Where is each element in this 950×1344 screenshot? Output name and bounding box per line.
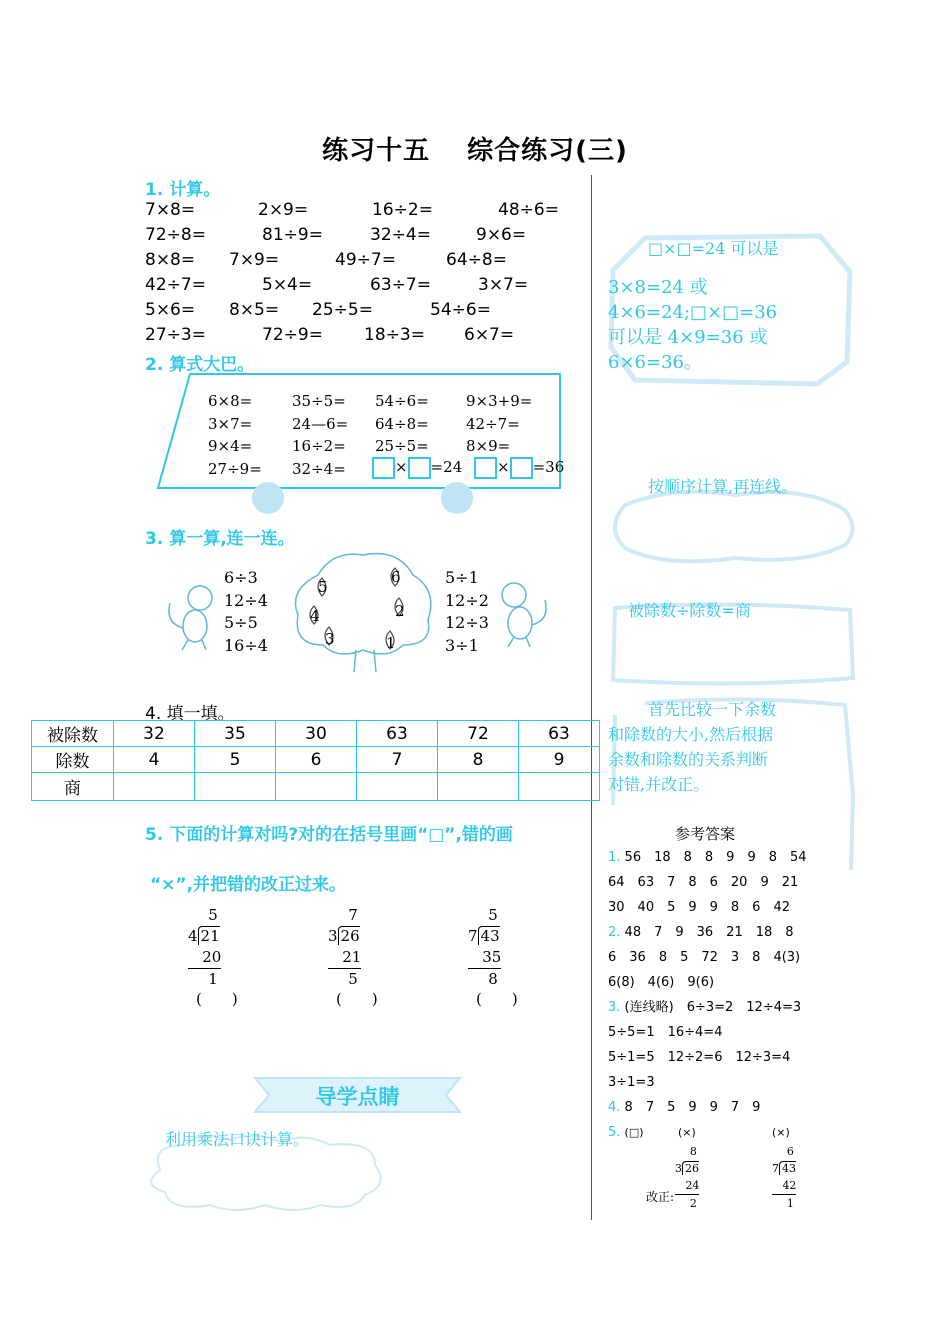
- answer-line-1: [608, 845, 807, 870]
- product: 24: [675, 1177, 699, 1195]
- right-expression[interactable]: 3÷1: [445, 635, 479, 655]
- answer-text: 56 18 8 8 9 9 8 54: [624, 850, 807, 865]
- page-title: 练习十五 综合练习(三): [322, 136, 628, 166]
- q2-heading: 2. 算式大巴。: [145, 355, 255, 375]
- long-division: [328, 905, 361, 990]
- bus-calc-item: 6×8=: [208, 392, 253, 410]
- answer-number: 1.: [608, 850, 621, 865]
- calc-item: 7×8=: [145, 200, 196, 220]
- guide-tip: 利用乘法口诀计算。: [165, 1130, 310, 1149]
- calc-item: 72÷8=: [145, 225, 206, 245]
- blank-box[interactable]: [474, 457, 497, 479]
- row-label: 商: [32, 773, 114, 801]
- box-equation-24: [372, 457, 462, 479]
- hint-1-line3: 4×6=24;□×□=36: [608, 302, 778, 323]
- quotient: 5: [488, 906, 498, 924]
- left-expression[interactable]: 5÷5: [224, 613, 258, 632]
- product: 20: [188, 947, 221, 969]
- answer-paren[interactable]: ( ): [476, 990, 518, 1008]
- product: 21: [328, 947, 361, 969]
- blank-box[interactable]: [408, 457, 431, 479]
- dividend: 26: [682, 1161, 699, 1175]
- tree-number[interactable]: 1: [386, 634, 396, 652]
- answer-text: 8 7 5 9 9 7 9: [624, 1100, 761, 1115]
- calc-item: 2×9=: [258, 200, 309, 220]
- answer-paren[interactable]: ( ): [196, 990, 238, 1008]
- tree-number[interactable]: 4: [310, 607, 320, 625]
- divisor: 7: [772, 1162, 779, 1175]
- quotient: 7: [348, 906, 358, 924]
- division-line: [772, 1160, 796, 1177]
- dividend: 26: [338, 926, 360, 945]
- hint-1-line4: 可以是 4×9=36 或: [608, 327, 768, 348]
- hint-4-line3: 余数和除数的关系判断: [608, 750, 769, 769]
- long-division: [468, 905, 501, 990]
- table-cell: 32: [114, 721, 195, 747]
- left-expression[interactable]: 16÷4: [224, 635, 268, 655]
- answer-cell[interactable]: [357, 773, 438, 801]
- answers-title: 参考答案: [675, 825, 736, 843]
- calc-item: 5×4=: [262, 275, 313, 295]
- table-cell: 7: [357, 747, 438, 773]
- guide-banner-title: 导学点睛: [315, 1085, 400, 1109]
- answer-line-2: 64 63 7 8 6 20 9 21: [608, 875, 799, 890]
- quotient: 6: [786, 1145, 794, 1158]
- answer-line-11: [608, 1095, 760, 1120]
- left-expression[interactable]: 6÷3: [224, 568, 258, 587]
- calc-item: 5×6=: [145, 300, 196, 320]
- division-line: [468, 926, 501, 947]
- calc-item: 32÷4=: [370, 225, 431, 245]
- right-expression[interactable]: 12÷3: [445, 613, 489, 632]
- hint-4-line1: 首先比较一下余数: [648, 700, 777, 719]
- hint-4-line2: 和除数的大小,然后根据: [608, 725, 774, 744]
- monkey-right-icon: [490, 575, 555, 650]
- answer-number: 3.: [608, 1000, 621, 1015]
- long-division: [772, 1143, 796, 1212]
- answer-line-12: [608, 1120, 644, 1145]
- times-sign: ×: [497, 458, 510, 476]
- table-cell: 30: [276, 721, 357, 747]
- remainder: 8: [488, 970, 498, 988]
- answer-text: 48 7 9 36 21 18 8: [624, 925, 794, 940]
- answer-cell[interactable]: [438, 773, 519, 801]
- left-expression[interactable]: 12÷4: [224, 590, 268, 610]
- tree-number[interactable]: 5: [318, 578, 328, 596]
- column-divider: [591, 175, 592, 1220]
- divisor: 3: [328, 927, 338, 945]
- table-cell: 72: [438, 721, 519, 747]
- bus-calc-item: 64÷8=: [375, 414, 429, 433]
- divisor: 3: [675, 1162, 682, 1175]
- remainder: 1: [208, 970, 218, 988]
- tree-number[interactable]: 2: [395, 602, 405, 620]
- answer-cell[interactable]: [519, 773, 600, 801]
- row-label: 除数: [32, 747, 114, 773]
- calc-item: 27÷3=: [145, 325, 206, 345]
- q5-heading-line1: 5. 下面的计算对吗?对的在括号里画“□”,错的画: [145, 825, 513, 845]
- long-division: [675, 1143, 699, 1212]
- answer-number: 5.: [608, 1125, 621, 1140]
- answer-text: (连线略) 6÷3=2 12÷4=3: [624, 1000, 802, 1015]
- calc-item: 63÷7=: [370, 275, 431, 295]
- answer-mark-3: (×): [772, 1126, 790, 1139]
- bus-calc-item: 24—6=: [292, 414, 349, 433]
- answer-line-10: 3÷1=3: [608, 1075, 655, 1090]
- bus-calc-item: 54÷6=: [375, 392, 429, 410]
- bus-calc-item: 25÷5=: [375, 437, 429, 455]
- table-cell: 8: [438, 747, 519, 773]
- bus-calc-item: 9×3+9=: [466, 392, 533, 410]
- calc-item: 49÷7=: [335, 250, 396, 270]
- hint-4-line4: 对错,并改正。: [608, 775, 710, 794]
- dividend: 43: [779, 1161, 796, 1175]
- answer-cell[interactable]: [276, 773, 357, 801]
- remainder: 1: [786, 1197, 794, 1210]
- divisor: 7: [468, 927, 478, 945]
- answer-line-4: [608, 920, 794, 945]
- monkey-left-icon: [160, 578, 220, 653]
- answer-number: 2.: [608, 925, 621, 940]
- answer-line-7: [608, 995, 801, 1020]
- dividend: 43: [478, 926, 500, 945]
- calc-item: 3×7=: [478, 275, 529, 295]
- product: 35: [468, 947, 501, 969]
- table-cell: 9: [519, 747, 600, 773]
- bus-calc-item: 9×4=: [208, 437, 253, 455]
- table-cell: 5: [195, 747, 276, 773]
- long-division: [188, 905, 221, 990]
- answer-mark: (□): [624, 1126, 644, 1139]
- q1-heading: 1. 计算。: [145, 180, 221, 200]
- answer-number: 4.: [608, 1100, 621, 1115]
- divisor: 4: [188, 927, 198, 945]
- remainder: 2: [689, 1197, 697, 1210]
- tree-number[interactable]: 3: [325, 630, 335, 648]
- quotient: 8: [689, 1145, 697, 1158]
- calc-item: 72÷9=: [262, 325, 323, 345]
- hint-1-line1: □×□=24 可以是: [648, 239, 779, 258]
- bus-calc-item: 32÷4=: [292, 459, 346, 478]
- bus-calc-item: 27÷9=: [208, 459, 262, 478]
- calc-item: 7×9=: [229, 250, 280, 270]
- calc-item: 8×8=: [145, 250, 196, 270]
- table-cell: 63: [357, 721, 438, 747]
- table-row: [32, 773, 600, 801]
- result-text: =24: [430, 458, 463, 476]
- calc-item: 25÷5=: [312, 300, 373, 320]
- times-sign: ×: [395, 458, 408, 476]
- bus-calc-item: 3×7=: [208, 414, 253, 433]
- table-row: [32, 747, 600, 773]
- answer-line-9: 5÷1=5 12÷2=6 12÷3=4: [608, 1050, 791, 1065]
- table-cell: 63: [519, 721, 600, 747]
- row-label: 被除数: [32, 721, 114, 747]
- answer-mark-2: (×): [678, 1126, 696, 1139]
- table-cell: 6: [276, 747, 357, 773]
- hint-3: 被除数÷除数=商: [628, 601, 751, 620]
- right-expression[interactable]: 5÷1: [445, 568, 479, 587]
- tree-number[interactable]: 6: [391, 568, 401, 586]
- table-row: [32, 721, 600, 747]
- result-text: =36: [532, 458, 565, 476]
- q3-heading: 3. 算一算,连一连。: [145, 529, 295, 549]
- calc-item: 9×6=: [476, 225, 527, 245]
- hint-1-line2: 3×8=24 或: [608, 277, 708, 298]
- right-expression[interactable]: 12÷2: [445, 590, 489, 610]
- quotient: 5: [208, 906, 218, 924]
- product: 42: [772, 1177, 796, 1195]
- bus-calc-item: 42÷7=: [466, 414, 520, 433]
- table-cell: 35: [195, 721, 276, 747]
- calc-item: 48÷6=: [498, 200, 559, 220]
- bus-calc-item: 35÷5=: [292, 392, 346, 410]
- answer-line-6: 6(8) 4(6) 9(6): [608, 975, 715, 990]
- hint-2: 按顺序计算,再连线。: [648, 477, 798, 496]
- fix-label: 改正:: [646, 1190, 675, 1204]
- division-line: [188, 926, 221, 947]
- calc-item: 6×7=: [464, 325, 515, 345]
- hint-1-line5: 6×6=36。: [608, 352, 702, 373]
- calc-item: 18÷3=: [364, 325, 425, 345]
- calc-item: 54÷6=: [430, 300, 491, 320]
- answer-line-8: 5÷5=1 16÷4=4: [608, 1025, 723, 1040]
- dividend: 21: [198, 926, 220, 945]
- calc-item: 64÷8=: [446, 250, 507, 270]
- calc-item: 42÷7=: [145, 275, 206, 295]
- bus-calc-item: 16÷2=: [292, 437, 346, 455]
- division-line: [675, 1160, 699, 1177]
- division-line: [328, 926, 361, 947]
- blank-box[interactable]: [372, 457, 395, 479]
- q4-table: [31, 720, 600, 801]
- box-equation-36: [474, 457, 564, 479]
- calc-item: 81÷9=: [262, 225, 323, 245]
- table-cell: 4: [114, 747, 195, 773]
- calc-item: 8×5=: [229, 300, 280, 320]
- q5-heading-line2: “×”,并把错的改正过来。: [150, 875, 347, 895]
- answer-cell[interactable]: [195, 773, 276, 801]
- remainder: 5: [348, 970, 358, 988]
- blank-box[interactable]: [510, 457, 533, 479]
- answer-line-5: 6 36 8 5 72 3 8 4(3): [608, 950, 801, 965]
- calc-item: 16÷2=: [372, 200, 433, 220]
- answer-cell[interactable]: [114, 773, 195, 801]
- answer-line-3: 30 40 5 9 9 8 6 42: [608, 900, 790, 915]
- answer-paren[interactable]: ( ): [336, 990, 378, 1008]
- q4-heading: 4. 填一填。: [145, 704, 235, 724]
- bus-calc-item: 8×9=: [466, 437, 511, 455]
